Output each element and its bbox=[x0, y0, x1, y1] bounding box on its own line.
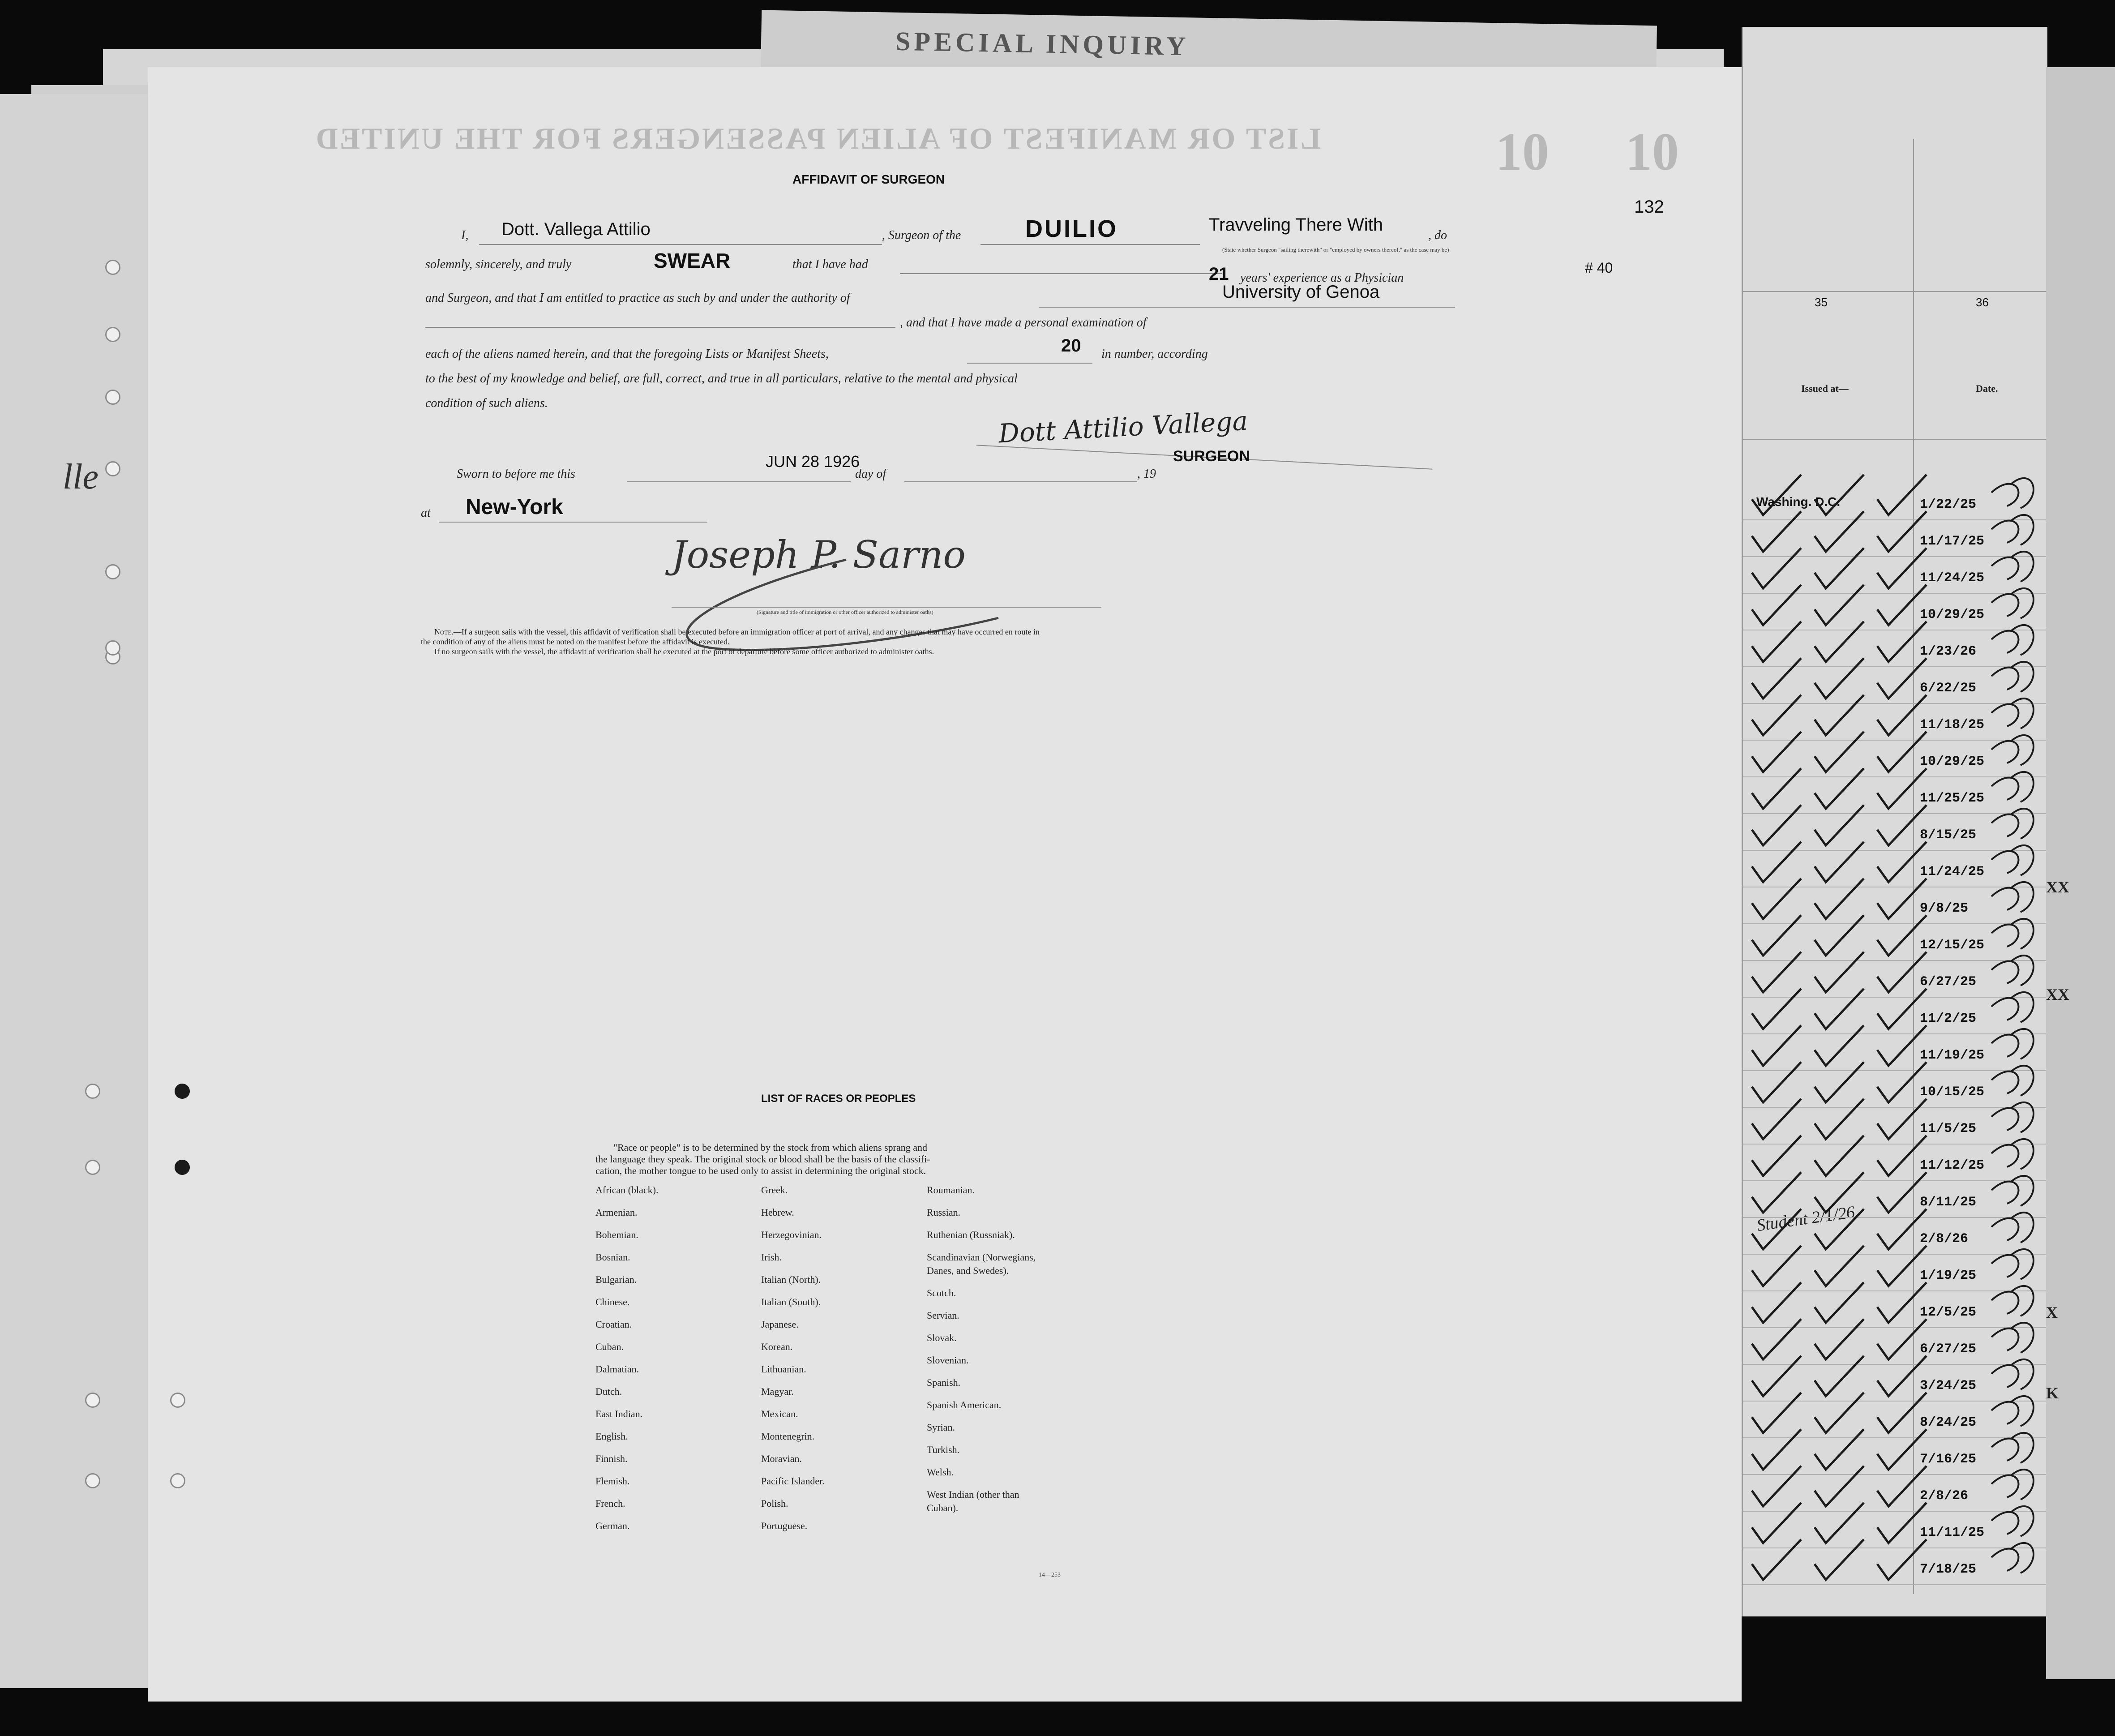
races-intro bbox=[595, 1142, 1088, 1177]
checkmark bbox=[1877, 879, 1927, 919]
checkmark bbox=[1752, 1539, 1801, 1580]
checkmark bbox=[1877, 732, 1927, 772]
checkmark bbox=[1815, 805, 1864, 845]
checkmark bbox=[1815, 1209, 1864, 1249]
ledger-date: 10/29/25 bbox=[1920, 607, 1985, 622]
checkmark bbox=[1815, 1062, 1864, 1102]
line3-text: and Surgeon, and that I am entitled to practice as such by and under the authority of bbox=[425, 291, 850, 305]
checkmark bbox=[1815, 1246, 1864, 1286]
left-scrap bbox=[0, 94, 148, 1688]
race-item: Flemish. bbox=[595, 1475, 630, 1487]
line6-text: to the best of my knowledge and belief, are full, correct, and true in all particulars, relative to the mental and physical bbox=[425, 372, 1018, 386]
checkmark bbox=[1752, 1282, 1801, 1323]
surgeon-name: Dott. Vallega Attilio bbox=[501, 219, 651, 239]
authority-value: University of Genoa bbox=[1222, 282, 1380, 302]
ghost-header: LIST OR MANIFEST OF ALIEN PASSENGERS FOR THE UNITED bbox=[314, 121, 1321, 155]
checkmark bbox=[1877, 952, 1927, 992]
initials-mark bbox=[1991, 1433, 2034, 1463]
line1-note: (State whether Surgeon "sailing therewith" or "employed by owners thereof," as the case may be) bbox=[1222, 246, 1449, 253]
checkmark bbox=[1815, 732, 1864, 772]
line2-mid: that I have had bbox=[792, 257, 868, 271]
checkmark bbox=[1815, 1319, 1864, 1359]
checkmark bbox=[1815, 1356, 1864, 1396]
left-scrap-text: lle bbox=[63, 457, 98, 497]
initials-mark bbox=[1991, 699, 2034, 729]
initials-mark bbox=[1991, 956, 2034, 986]
checkmark bbox=[1877, 805, 1927, 845]
initials-mark bbox=[1991, 1286, 2034, 1316]
checkmark bbox=[1752, 1062, 1801, 1102]
checkmark bbox=[1815, 658, 1864, 699]
punch-hole bbox=[85, 1473, 100, 1488]
line1-suffix: , do bbox=[1428, 228, 1447, 242]
margin-mark: X bbox=[2046, 1303, 2058, 1321]
race-item: Cuban). bbox=[927, 1502, 959, 1513]
ship-name: DUILIO bbox=[1025, 215, 1118, 242]
margin-mark: XX bbox=[2046, 878, 2069, 896]
race-item: Pacific Islander. bbox=[761, 1475, 825, 1487]
line1-prefix: I, bbox=[461, 228, 469, 242]
checkmark bbox=[1815, 548, 1864, 588]
race-item: Roumanian. bbox=[927, 1184, 975, 1196]
checkmark bbox=[1752, 842, 1801, 882]
surgeon-label: SURGEON bbox=[1173, 448, 1250, 465]
initials-mark bbox=[1991, 992, 2034, 1022]
checkmark bbox=[1752, 1503, 1801, 1543]
ledger-col-num-a: 35 bbox=[1815, 296, 1828, 309]
initials-mark bbox=[1991, 1396, 2034, 1426]
checkmark bbox=[1815, 1099, 1864, 1139]
race-item: Dalmatian. bbox=[595, 1363, 639, 1375]
initials-mark bbox=[1991, 515, 2034, 545]
race-item: Irish. bbox=[761, 1252, 782, 1263]
initials-mark bbox=[1991, 772, 2034, 802]
ledger-col-num-b: 36 bbox=[1976, 296, 1989, 309]
race-item: Scotch. bbox=[927, 1287, 956, 1299]
checkmark bbox=[1877, 1393, 1927, 1433]
initials-mark bbox=[1991, 1066, 2034, 1096]
checkmark bbox=[1815, 1172, 1864, 1213]
at-place: New-York bbox=[466, 495, 563, 519]
checkmark bbox=[1815, 842, 1864, 882]
initials-mark bbox=[1991, 1359, 2034, 1389]
race-item: Russian. bbox=[927, 1207, 961, 1218]
checkmark bbox=[1752, 1246, 1801, 1286]
checkmark bbox=[1752, 1025, 1801, 1066]
swear-text: SWEAR bbox=[654, 249, 731, 272]
race-item: African (black). bbox=[595, 1184, 659, 1196]
checkmark bbox=[1752, 952, 1801, 992]
punch-hole bbox=[105, 390, 120, 405]
race-item: Syrian. bbox=[927, 1422, 955, 1433]
ledger-header-b: Date. bbox=[1976, 383, 1998, 394]
race-item: Italian (South). bbox=[761, 1296, 821, 1307]
checkmark bbox=[1877, 1282, 1927, 1323]
checkmark bbox=[1877, 1503, 1927, 1543]
punch-hole bbox=[175, 1084, 190, 1099]
checkmark bbox=[1752, 1319, 1801, 1359]
race-item: Portuguese. bbox=[761, 1520, 808, 1531]
race-item: West Indian (other than bbox=[927, 1489, 1019, 1500]
race-item: Japanese. bbox=[761, 1319, 799, 1330]
punch-hole bbox=[105, 640, 120, 656]
officer-signature: Joseph P. Sarno bbox=[672, 533, 966, 577]
day-of: day of bbox=[855, 467, 886, 481]
punch-hole bbox=[175, 1160, 190, 1175]
line2-prefix: solemnly, sincerely, and truly bbox=[425, 257, 572, 271]
punch-hole bbox=[105, 327, 120, 342]
note-text-1: If a surgeon sails with the vessel, this affidavit of verification shall be executed before an immigration officer at port of arrival, and any changes that may have occurred en route in bbox=[461, 627, 1040, 636]
ledger-date: 3/24/25 bbox=[1920, 1378, 1977, 1393]
race-item: Slovak. bbox=[927, 1332, 957, 1343]
race-item: East Indian. bbox=[595, 1408, 643, 1419]
ledger-date: 10/15/25 bbox=[1920, 1084, 1985, 1100]
hash-number: # 40 bbox=[1585, 260, 1613, 276]
checkmark bbox=[1752, 622, 1801, 662]
years-text: years' experience as a Physician bbox=[1240, 271, 1404, 285]
authority-line bbox=[1039, 307, 1455, 308]
checkmark bbox=[1815, 1539, 1864, 1580]
ledger-date: 11/25/25 bbox=[1920, 791, 1985, 806]
checkmark bbox=[1877, 1539, 1927, 1580]
checkmark bbox=[1815, 1136, 1864, 1176]
punch-hole bbox=[85, 1393, 100, 1408]
checkmark bbox=[1752, 585, 1801, 625]
right-margin-strip bbox=[2046, 67, 2115, 1679]
checkmark bbox=[1815, 1282, 1864, 1323]
checkmark bbox=[1815, 1025, 1864, 1066]
checkmark bbox=[1877, 989, 1927, 1029]
race-item: Greek. bbox=[761, 1184, 788, 1196]
race-item: Dutch. bbox=[595, 1386, 622, 1397]
checkmark bbox=[1815, 1429, 1864, 1470]
checkmark bbox=[1877, 842, 1927, 882]
ledger-date: 7/16/25 bbox=[1920, 1452, 1977, 1467]
ledger-date: 6/27/25 bbox=[1920, 974, 1977, 990]
checkmark bbox=[1752, 1356, 1801, 1396]
checkmark bbox=[1752, 658, 1801, 699]
ledger-date: 11/17/25 bbox=[1920, 534, 1985, 549]
initials-mark bbox=[1991, 1506, 2034, 1536]
officer-line bbox=[672, 607, 1101, 608]
note-lead: Note.— bbox=[434, 627, 462, 636]
race-item: Herzegovinian. bbox=[761, 1229, 822, 1240]
form-number: 14—253 bbox=[1039, 1572, 1061, 1578]
race-item: Montenegrin. bbox=[761, 1431, 815, 1442]
checkmark bbox=[1877, 695, 1927, 735]
checkmark bbox=[1877, 1209, 1927, 1249]
punch-hole bbox=[105, 564, 120, 579]
checkmark bbox=[1877, 1356, 1927, 1396]
checkmark bbox=[1752, 695, 1801, 735]
ledger-date: 12/5/25 bbox=[1920, 1305, 1977, 1320]
race-item: Magyar. bbox=[761, 1386, 794, 1397]
checkmark bbox=[1815, 768, 1864, 809]
checkmark bbox=[1752, 915, 1801, 956]
races-intro-3: cation, the mother tongue to be used only to assist in determining the original stock. bbox=[595, 1165, 926, 1176]
checkmark bbox=[1752, 879, 1801, 919]
checkmark bbox=[1877, 1429, 1927, 1470]
checkmark bbox=[1752, 1466, 1801, 1506]
ledger-date: 7/18/25 bbox=[1920, 1562, 1977, 1577]
race-item: Bosnian. bbox=[595, 1252, 630, 1263]
surgeon-name-line bbox=[479, 244, 882, 245]
ledger-date: 9/8/25 bbox=[1920, 901, 1969, 916]
top-tab-text: SPECIAL INQUIRY bbox=[895, 26, 1190, 61]
checkmark bbox=[1752, 989, 1801, 1029]
ledger-date: 6/27/25 bbox=[1920, 1342, 1977, 1357]
checkmark bbox=[1752, 732, 1801, 772]
ledger-date: 2/8/26 bbox=[1920, 1488, 1969, 1504]
month-line bbox=[904, 481, 1137, 482]
initials-mark bbox=[1991, 552, 2034, 582]
years-line bbox=[900, 273, 1222, 274]
note-line-1 bbox=[421, 627, 1460, 637]
checkmark bbox=[1752, 1209, 1801, 1249]
initials-mark bbox=[1991, 1543, 2034, 1573]
initials-mark bbox=[1991, 1102, 2034, 1132]
sworn-prefix: Sworn to before me this bbox=[457, 467, 575, 481]
ledger-date: 10/29/25 bbox=[1920, 754, 1985, 769]
punch-hole bbox=[170, 1393, 185, 1408]
at-line bbox=[439, 522, 707, 523]
checkmark bbox=[1752, 548, 1801, 588]
punch-hole bbox=[85, 1160, 100, 1175]
checkmark bbox=[1877, 1466, 1927, 1506]
margin-mark: XX bbox=[2046, 986, 2069, 1003]
checkmark bbox=[1815, 989, 1864, 1029]
initials-mark bbox=[1991, 919, 2034, 949]
races-intro-1: "Race or people" is to be determined by the stock from which aliens sprang and bbox=[613, 1142, 927, 1153]
initials-mark bbox=[1991, 588, 2034, 618]
checkmark bbox=[1752, 1172, 1801, 1213]
checkmark bbox=[1815, 1503, 1864, 1543]
checkmark bbox=[1752, 475, 1801, 515]
ledger-date: 1/19/25 bbox=[1920, 1268, 1977, 1283]
ledger-date: 8/11/25 bbox=[1920, 1195, 1977, 1210]
ledger-checkmarks bbox=[1743, 27, 2047, 1616]
initials-mark bbox=[1991, 625, 2034, 655]
checkmark bbox=[1815, 585, 1864, 625]
checkmark bbox=[1877, 658, 1927, 699]
race-item: Armenian. bbox=[595, 1207, 638, 1218]
ledger-date: 8/15/25 bbox=[1920, 827, 1977, 843]
initials-mark bbox=[1991, 845, 2034, 875]
line5-text: each of the aliens named herein, and that the foregoing Lists or Manifest Sheets, bbox=[425, 347, 829, 361]
checkmark bbox=[1815, 511, 1864, 552]
ledger-date: 1/23/26 bbox=[1920, 644, 1977, 659]
checkmark bbox=[1877, 1319, 1927, 1359]
race-item: Cuban. bbox=[595, 1341, 624, 1352]
checkmark bbox=[1877, 548, 1927, 588]
affidavit-sheet bbox=[148, 67, 1742, 1702]
punch-hole bbox=[105, 260, 120, 275]
checkmark bbox=[1815, 1393, 1864, 1433]
race-item: French. bbox=[595, 1498, 625, 1509]
checkmark bbox=[1877, 622, 1927, 662]
race-item: Bohemian. bbox=[595, 1229, 638, 1240]
race-item: Slovenian. bbox=[927, 1355, 969, 1366]
punch-hole bbox=[105, 461, 120, 476]
ledger-date: 11/24/25 bbox=[1920, 864, 1985, 879]
travel-text: Travveling There With bbox=[1209, 215, 1383, 235]
race-item: Moravian. bbox=[761, 1453, 802, 1464]
race-item: Lithuanian. bbox=[761, 1363, 806, 1375]
initials-mark bbox=[1991, 1323, 2034, 1353]
race-item: Danes, and Swedes). bbox=[927, 1265, 1009, 1276]
initials-mark bbox=[1991, 1249, 2034, 1279]
ledger-date: 1/22/25 bbox=[1920, 497, 1977, 512]
initials-mark bbox=[1991, 1213, 2034, 1243]
line7-text: condition of such aliens. bbox=[425, 396, 548, 410]
checkmark bbox=[1877, 915, 1927, 956]
race-item: Polish. bbox=[761, 1498, 788, 1509]
checkmark bbox=[1815, 475, 1864, 515]
note-line-2: the condition of any of the aliens must be noted on the manifest before the affidavit is executed. bbox=[421, 637, 730, 646]
race-item: Finnish. bbox=[595, 1453, 628, 1464]
line4-text: , and that I have made a personal examination of bbox=[900, 316, 1147, 330]
punch-hole bbox=[170, 1473, 185, 1488]
initials-mark bbox=[1991, 882, 2034, 912]
checkmark bbox=[1752, 511, 1801, 552]
sworn-line bbox=[627, 481, 851, 482]
initials-mark bbox=[1991, 662, 2034, 692]
date-stamp: JUN 28 1926 bbox=[766, 452, 860, 471]
checkmark bbox=[1877, 1246, 1927, 1286]
ledger-date: 11/19/25 bbox=[1920, 1048, 1985, 1063]
ledger-date: 6/22/25 bbox=[1920, 681, 1977, 696]
checkmark bbox=[1815, 879, 1864, 919]
years-value: 21 bbox=[1209, 264, 1229, 284]
ledger-date: 11/24/25 bbox=[1920, 570, 1985, 586]
ledger-sheet bbox=[1742, 27, 2047, 1616]
race-item: English. bbox=[595, 1431, 628, 1442]
initials-mark bbox=[1991, 478, 2034, 508]
checkmark bbox=[1877, 585, 1927, 625]
checkmark bbox=[1877, 768, 1927, 809]
race-item: Spanish. bbox=[927, 1377, 961, 1388]
at-prefix: at bbox=[421, 506, 431, 520]
checkmark bbox=[1752, 805, 1801, 845]
line1-mid: , Surgeon of the bbox=[882, 228, 961, 242]
ledger-date: 11/2/25 bbox=[1920, 1011, 1977, 1026]
ledger-date: 12/15/25 bbox=[1920, 938, 1985, 953]
ghost-number-1: 10 bbox=[1495, 122, 1549, 181]
ledger-header-a: Issued at— bbox=[1801, 383, 1849, 394]
initials-mark bbox=[1991, 1029, 2034, 1059]
race-item: Scandinavian (Norwegians, bbox=[927, 1252, 1036, 1263]
ledger-date: 11/5/25 bbox=[1920, 1121, 1977, 1136]
blank-line bbox=[425, 327, 895, 328]
checkmark bbox=[1877, 1062, 1927, 1102]
checkmark bbox=[1815, 1466, 1864, 1506]
checkmark bbox=[1877, 1025, 1927, 1066]
checkmark bbox=[1752, 768, 1801, 809]
initials-mark bbox=[1991, 735, 2034, 765]
ledger-issued-first: Washing. D.C. bbox=[1756, 495, 1841, 509]
checkmark bbox=[1877, 511, 1927, 552]
race-item: Spanish American. bbox=[927, 1399, 1002, 1410]
ledger-date: 11/12/25 bbox=[1920, 1158, 1985, 1173]
checkmark bbox=[1877, 1172, 1927, 1213]
page-number: 132 bbox=[1634, 197, 1664, 217]
initials-mark bbox=[1991, 1176, 2034, 1206]
checkmark bbox=[1877, 1136, 1927, 1176]
initials-mark bbox=[1991, 1139, 2034, 1169]
initials-mark bbox=[1991, 809, 2034, 839]
race-item: Servian. bbox=[927, 1310, 959, 1321]
checkmark bbox=[1815, 952, 1864, 992]
margin-mark: K bbox=[2046, 1384, 2059, 1402]
checkmark bbox=[1752, 1429, 1801, 1470]
race-item: Chinese. bbox=[595, 1296, 630, 1307]
affidavit-title: AFFIDAVIT OF SURGEON bbox=[792, 172, 945, 186]
surgeon-signature: Dott Attilio Vallega bbox=[998, 405, 1249, 449]
ship-line bbox=[980, 244, 1200, 245]
line5-suffix: in number, according bbox=[1101, 347, 1208, 361]
race-item: Croatian. bbox=[595, 1319, 632, 1330]
checkmark bbox=[1815, 622, 1864, 662]
ledger-date: 2/8/26 bbox=[1920, 1231, 1969, 1247]
race-item: Mexican. bbox=[761, 1408, 798, 1419]
note-line-3: If no surgeon sails with the vessel, the affidavit of verification shall be executed at the port of departure before some officer authorized to administer oaths. bbox=[434, 647, 934, 656]
race-item: German. bbox=[595, 1520, 630, 1531]
race-item: Italian (North). bbox=[761, 1274, 821, 1285]
officer-caption: (Signature and title of immigration or other officer authorized to administer oaths) bbox=[757, 609, 933, 615]
sheets-line bbox=[967, 363, 1092, 364]
ledger-handwritten-note: Student 2/1/26 bbox=[1755, 1202, 1856, 1235]
ledger-date: 11/11/25 bbox=[1920, 1525, 1985, 1540]
checkmark bbox=[1752, 1393, 1801, 1433]
ghost-number-2: 10 bbox=[1625, 122, 1679, 181]
note-block bbox=[421, 627, 1460, 656]
race-item: Hebrew. bbox=[761, 1207, 794, 1218]
checkmark bbox=[1815, 695, 1864, 735]
race-item: Korean. bbox=[761, 1341, 793, 1352]
race-item: Turkish. bbox=[927, 1444, 960, 1455]
checkmark bbox=[1877, 1099, 1927, 1139]
race-item: Welsh. bbox=[927, 1466, 954, 1478]
punch-hole bbox=[85, 1084, 100, 1099]
checkmark bbox=[1877, 475, 1927, 515]
race-item: Bulgarian. bbox=[595, 1274, 637, 1285]
sheets-value: 20 bbox=[1061, 336, 1081, 356]
initials-mark bbox=[1991, 1470, 2034, 1500]
race-item: Ruthenian (Russniak). bbox=[927, 1229, 1015, 1240]
year-text: , 19 bbox=[1137, 467, 1156, 481]
checkmark bbox=[1752, 1099, 1801, 1139]
ledger-date: 11/18/25 bbox=[1920, 717, 1985, 733]
checkmark bbox=[1815, 915, 1864, 956]
checkmark bbox=[1752, 1136, 1801, 1176]
ledger-date: 8/24/25 bbox=[1920, 1415, 1977, 1430]
races-intro-2: the language they speak. The original stock or blood shall be the basis of the classifi- bbox=[595, 1153, 930, 1165]
races-title: LIST OF RACES OR PEOPLES bbox=[761, 1093, 916, 1105]
